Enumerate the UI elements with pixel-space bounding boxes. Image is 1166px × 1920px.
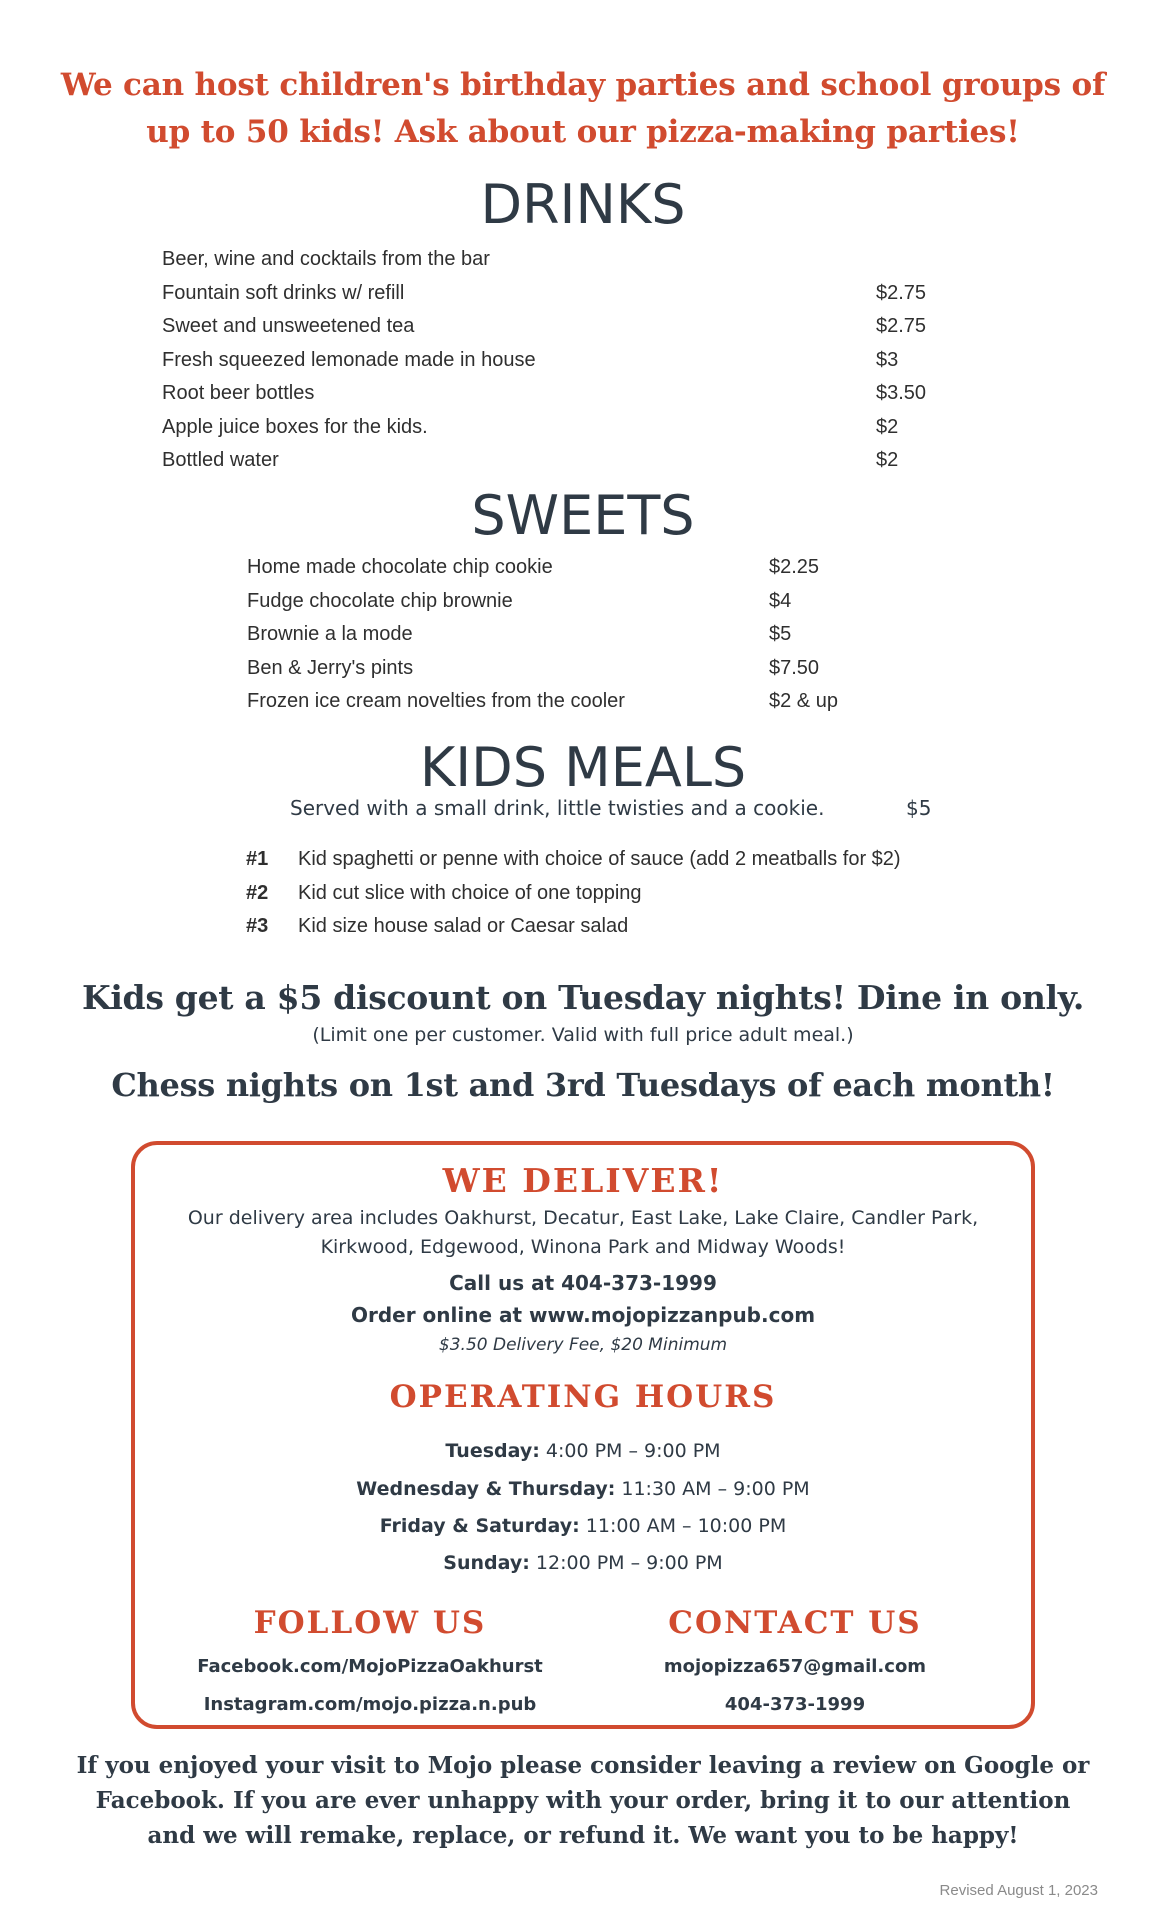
sweets-item xyxy=(247,618,887,652)
delivery-fee: $3.50 Delivery Fee, $20 Minimum xyxy=(438,1335,728,1355)
sweets-item xyxy=(247,652,887,686)
call-us: Call us at 404-373-1999 xyxy=(449,1271,717,1295)
kids-meal-number: #1 xyxy=(246,848,269,870)
delivery-area-line-2: Kirkwood, Edgewood, Winona Park and Midway Woods! xyxy=(320,1236,846,1258)
party-promo-line-2: up to 50 kids! Ask about our pizza-making parties! xyxy=(146,114,1020,150)
sweets-item-price: $5 xyxy=(769,623,792,645)
kids-meal-item xyxy=(246,843,901,877)
contact-phone[interactable]: 404-373-1999 xyxy=(724,1694,866,1715)
drinks-item xyxy=(162,444,962,478)
delivery-area xyxy=(135,1204,1031,1262)
contact-email[interactable]: mojopizza657@gmail.com xyxy=(663,1656,927,1677)
hours-time: 11:30 AM – 9:00 PM xyxy=(615,1478,810,1500)
sweets-item-price: $4 xyxy=(769,589,792,612)
sweets-item-name: Fudge chocolate chip brownie xyxy=(247,589,513,612)
sweets-item-price: $2 & up xyxy=(769,690,838,712)
kids-discount-headline: Kids get a $5 discount on Tuesday nights! Dine in only. xyxy=(81,978,1085,1017)
sweets-list xyxy=(247,551,887,719)
sweets-item xyxy=(247,585,887,619)
drinks-title: DRINKS xyxy=(480,173,686,236)
drinks-item xyxy=(162,277,962,311)
kids-meal-text: Kid spaghetti or penne with choice of sauce (add 2 meatballs for $2) xyxy=(298,848,901,870)
hours-day: Wednesday & Thursday: xyxy=(356,1478,616,1500)
sweets-item xyxy=(247,551,887,585)
hours-day: Sunday: xyxy=(443,1552,530,1574)
kids-meals-price: $5 xyxy=(906,796,932,820)
review-request-line-3: and we will remake, replace, or refund it. We want you to be happy! xyxy=(147,1822,1019,1849)
operating-hours-heading: OPERATING HOURS xyxy=(389,1379,777,1415)
contact-us-heading: CONTACT US xyxy=(668,1605,922,1641)
hours-time: 12:00 PM – 9:00 PM xyxy=(529,1552,723,1574)
kids-meals-subtitle: Served with a small drink, little twisties and a cookie. xyxy=(290,796,825,820)
kids-discount-note: (Limit one per customer. Valid with full price adult meal.) xyxy=(312,1024,854,1046)
drinks-item xyxy=(162,243,962,277)
review-request-line-1: If you enjoyed your visit to Mojo please consider leaving a review on Google or xyxy=(76,1752,1090,1779)
sweets-title: SWEETS xyxy=(471,484,695,547)
kids-meal-item xyxy=(246,877,901,911)
kids-meal-number: #2 xyxy=(246,881,269,904)
hours-day: Friday & Saturday: xyxy=(379,1515,580,1537)
drinks-item xyxy=(162,377,962,411)
kids-meal-number: #3 xyxy=(246,915,269,937)
sweets-item-price: $2.25 xyxy=(769,556,820,578)
kids-meals-list xyxy=(246,843,901,944)
hours-time: 4:00 PM – 9:00 PM xyxy=(539,1440,721,1462)
drinks-item-price: $3.50 xyxy=(876,382,927,404)
drinks-item-price: $2.75 xyxy=(876,281,927,304)
hours-row-sunday xyxy=(135,1552,1031,1574)
party-promo-line-1: We can host children's birthday parties and school groups of xyxy=(60,67,1106,103)
drinks-item-name: Beer, wine and cocktails from the bar xyxy=(162,248,490,270)
drinks-item-price: $2.75 xyxy=(876,315,927,337)
revised-date: Revised August 1, 2023 xyxy=(939,1882,1098,1899)
delivery-area-line-1: Our delivery area includes Oakhurst, Decatur, East Lake, Lake Claire, Candler Park, xyxy=(187,1207,979,1229)
drinks-item-name: Fountain soft drinks w/ refill xyxy=(162,281,405,304)
drinks-item-name: Sweet and unsweetened tea xyxy=(162,315,415,337)
drinks-item-price: $3 xyxy=(876,348,899,371)
review-request xyxy=(60,1748,1106,1853)
hours-day: Tuesday: xyxy=(445,1440,540,1462)
facebook-link[interactable]: Facebook.com/MojoPizzaOakhurst xyxy=(197,1656,543,1677)
we-deliver-heading: WE DELIVER! xyxy=(442,1161,724,1200)
drinks-item-price: $2 xyxy=(876,449,899,471)
drinks-item-name: Root beer bottles xyxy=(162,382,315,404)
drinks-item-name: Fresh squeezed lemonade made in house xyxy=(162,348,536,371)
drinks-item xyxy=(162,344,962,378)
hours-row-fri-sat xyxy=(135,1515,1031,1537)
hours-row-tuesday xyxy=(135,1440,1031,1462)
drinks-item xyxy=(162,411,962,445)
drinks-list xyxy=(162,243,962,478)
drinks-item xyxy=(162,310,962,344)
sweets-item-name: Frozen ice cream novelties from the cooler xyxy=(247,690,625,712)
chess-nights: Chess nights on 1st and 3rd Tuesdays of each month! xyxy=(111,1066,1055,1104)
kids-meal-text: Kid size house salad or Caesar salad xyxy=(298,915,629,937)
order-online: Order online at www.mojopizzanpub.com xyxy=(350,1303,816,1327)
kids-meal-item xyxy=(246,910,901,944)
sweets-item-name: Brownie a la mode xyxy=(247,623,413,645)
sweets-item-name: Ben & Jerry's pints xyxy=(247,656,414,679)
kids-meals-title: KIDS MEALS xyxy=(419,736,747,799)
drinks-item-name: Apple juice boxes for the kids. xyxy=(162,415,428,438)
instagram-link[interactable]: Instagram.com/mojo.pizza.n.pub xyxy=(203,1694,537,1715)
review-request-line-2: Facebook. If you are ever unhappy with your order, bring it to our attention xyxy=(95,1787,1071,1814)
party-promo xyxy=(40,62,1126,156)
delivery-info-box xyxy=(131,1141,1035,1729)
sweets-item-price: $7.50 xyxy=(769,656,820,679)
hours-time: 11:00 AM – 10:00 PM xyxy=(579,1515,787,1537)
sweets-item xyxy=(247,685,887,719)
hours-row-wed-thu xyxy=(135,1478,1031,1500)
drinks-item-name: Bottled water xyxy=(162,449,279,471)
follow-us-heading: FOLLOW US xyxy=(253,1605,487,1641)
sweets-item-name: Home made chocolate chip cookie xyxy=(247,556,553,578)
kids-meal-text: Kid cut slice with choice of one topping xyxy=(298,881,642,904)
drinks-item-price: $2 xyxy=(876,415,899,438)
